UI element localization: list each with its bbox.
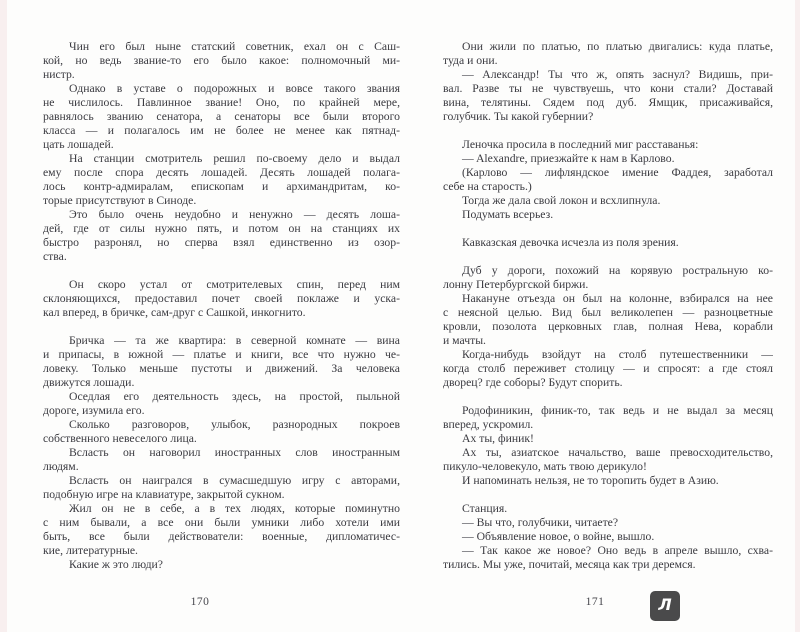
text-line: собственного невеселого лица.: [43, 432, 197, 445]
text-line: Когда-нибудь взойдут на столб путешественники —: [462, 348, 773, 361]
text-line: Ах ты, финик!: [462, 432, 534, 445]
blank-line: [443, 488, 773, 502]
text-line: и мачты.: [443, 334, 486, 347]
text-line: Леночка просила в последний миг расставанья:: [462, 138, 699, 151]
text-line: лось контр-адмиралам, епископам и архимандритам, ко-: [43, 180, 400, 193]
text-line: с неясной целью. Вид был великолепен — разноцветные: [443, 306, 773, 319]
text-line: тились. Мы уже, почитай, месяца как три деремся.: [443, 558, 696, 571]
text-line: движутся лошади.: [43, 376, 135, 389]
text-line: кал вперед, в бричке, сам-друг с Сашкой, инкогнито.: [43, 306, 306, 319]
blank-line: [443, 222, 773, 236]
text-line: Всласть он наигрался в сумасшедшую игру с авторами,: [69, 474, 400, 487]
text-line: склоняющихся, предоставил почет своей поклаже и уска-: [43, 292, 400, 305]
text-line: подобную игре на клавиатуре, закрытой сукном.: [43, 488, 285, 501]
text-line: Однако в уставе о подорожных и вовсе такого звания: [69, 82, 400, 95]
text-line: кровли, позолота церковных глав, полная Нева, корабли: [443, 320, 773, 333]
text-line: — Вы что, голубчики, читаете?: [462, 516, 619, 529]
text-line: — Alexandre, приезжайте к нам в Карлово.: [462, 152, 675, 165]
right-page-text: [443, 40, 773, 572]
text-line: равнялось званию сенатора, а сенаторы все были второго: [43, 110, 400, 123]
text-line: класса — и полагалось им не более не менее как пятнад-: [43, 124, 400, 137]
text-line: Они жили по платью, по платью двигались: куда платье,: [462, 40, 773, 53]
labirint-watermark-logo: [650, 591, 680, 621]
text-line: с ним бывали, а все они были умники либо хотели ими: [43, 516, 400, 529]
text-line: туда и они.: [443, 54, 498, 67]
text-line: Подумать всерьез.: [462, 208, 554, 221]
text-line: ловеку. Только меньше пустоты и движений. За человека: [43, 362, 400, 375]
text-line: Сколько разговоров, улыбок, разнородных покроев: [69, 418, 400, 431]
text-line: Оседлая его деятельность здесь, на простой, пыльной: [69, 390, 400, 403]
text-line: Всласть он наговорил иностранных слов иностранным: [69, 446, 400, 459]
blank-line: [443, 390, 773, 404]
text-line: Дуб у дороги, похожий на корявую ростральную ко-: [462, 264, 773, 277]
scan-edge-tint-left: [0, 0, 7, 632]
text-line: дей, где от силы нужно пять, и потом он на станциях их: [43, 222, 400, 235]
text-line: Это было очень неудобно и ненужно — десять лоша-: [69, 208, 400, 221]
text-line: дороге, изумила его.: [43, 404, 145, 417]
text-line: кой, но ведь звание-то его было какое: полномочный ми-: [43, 54, 400, 67]
text-line: лонну Петербургской биржи.: [443, 278, 589, 291]
text-line: Чин его был ныне статский советник, ехал он с Саш-: [69, 40, 400, 53]
blank-line: [43, 264, 400, 278]
text-line: Какие ж это люди?: [69, 558, 163, 571]
blank-line: [43, 320, 400, 334]
text-line: не числилось. Павлинное звание! Оно, по крайней мере,: [43, 96, 400, 109]
text-line: Ах ты, азиатское начальство, ваше превосходительство,: [462, 446, 773, 459]
text-line: Тогда же дала свой локон и всхлипнула.: [462, 194, 661, 207]
text-line: когда столб переживет столицу — и спросят: а где стоял: [443, 362, 773, 375]
text-line: — Объявление новое, о войне, вышло.: [462, 530, 655, 543]
text-line: людям.: [43, 460, 79, 473]
text-line: дворец? где соборы? Будут спорить.: [443, 376, 623, 389]
text-line: голубчик. Ты какой губернии?: [443, 110, 594, 123]
text-line: Кавказская девочка исчезла из поля зрения.: [462, 236, 679, 249]
text-line: вал. Разве ты не чувствуешь, что кони стали? Доставай: [443, 82, 773, 95]
text-line: — Так какое же новое? Оно ведь в апреле вышло, схва-: [462, 544, 773, 557]
text-line: Жил он не в себе, а в тех людях, которые поминутно: [69, 502, 400, 515]
right-page-number: 171: [585, 596, 605, 608]
text-line: пикуло-человекуло, мать твою дерикуло!: [443, 460, 647, 473]
text-line: нистр.: [43, 68, 75, 81]
text-line: торые присутствуют в Синоде.: [43, 194, 197, 207]
left-page-number: 170: [190, 596, 210, 608]
text-line: вперед, ускромил.: [443, 418, 534, 431]
text-line: Бричка — та же квартира: в северной комнате — вина: [69, 334, 400, 347]
text-line: ства.: [43, 250, 67, 263]
text-line: вина, телятины. Сядем под дуб. Ямщик, присаживайся,: [443, 96, 773, 109]
left-page-text: [43, 40, 400, 572]
text-line: цать лошадей.: [43, 138, 114, 151]
text-line: И напоминать нельзя, не то торопить будет в Азию.: [462, 474, 719, 487]
text-line: себе на старость.): [443, 180, 532, 193]
blank-line: [443, 250, 773, 264]
text-line: На станции смотритель решил по-своему дело и выдал: [69, 152, 400, 165]
text-line: ему после спора десять лошадей. Десять лошадей полага-: [43, 166, 400, 179]
watermark-letter: Л: [658, 595, 672, 614]
text-line: и припасы, в южной — платье и книги, все что нужно че-: [43, 348, 400, 361]
scan-edge-tint-right: [795, 0, 800, 632]
text-line: Родофиникин, финик-то, так ведь и не выдал за месяц: [462, 404, 773, 417]
text-line: Станция.: [462, 502, 508, 515]
text-line: быстро разронял, но сперва взял единственно из озор-: [43, 236, 400, 249]
text-line: быть, все были действователи: военные, дипломатичес-: [43, 530, 400, 543]
text-line: Он скоро устал от смотрителевых спин, перед ним: [69, 278, 400, 291]
text-line: (Карлово — лифляндское имение Фаддея, заработал: [462, 166, 773, 179]
text-line: Накануне отъезда он был на колонне, взбирался на нее: [462, 292, 773, 305]
blank-line: [443, 124, 773, 138]
text-line: кие, литературные.: [43, 544, 138, 557]
text-line: — Александр! Ты что ж, опять заснул? Видишь, при-: [462, 68, 773, 81]
